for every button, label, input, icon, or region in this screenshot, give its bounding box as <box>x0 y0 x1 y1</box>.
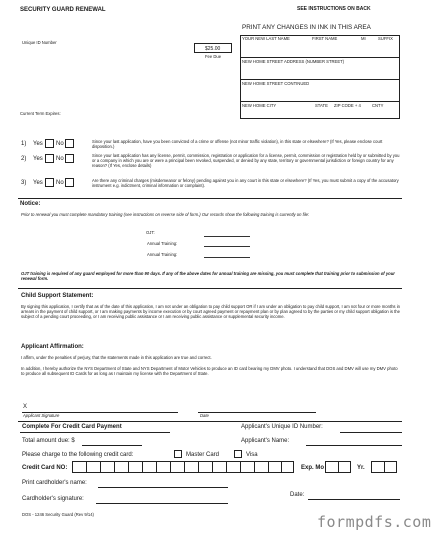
print-changes-heading: PRINT ANY CHANGES IN INK IN THIS AREA <box>242 24 371 31</box>
city-label: NEW HOME CITY <box>242 103 277 108</box>
total-due-label: Total amount due: $ <box>22 438 75 444</box>
mastercard-checkbox[interactable] <box>174 450 182 458</box>
annual-training-2-line <box>204 257 250 258</box>
cardholder-signature-label: Cardholder's signature: <box>22 496 84 502</box>
signature-x-mark: X <box>23 404 28 410</box>
notice-intro: Prior to renewal you must complete mandatory training (see instructions on reverse side of form.) Our records show the following training is currently on file: <box>21 212 310 217</box>
signature-date-label: Date <box>200 413 209 418</box>
applicant-name-label: Applicant's Name: <box>241 438 290 444</box>
street-cont-label: NEW HOME STREET CONTINUED <box>242 81 310 86</box>
exp-month-field[interactable] <box>325 461 351 473</box>
question-2-no-checkbox[interactable] <box>65 154 74 163</box>
question-1-text: Since your last application, have you been convicted of a crime or offense (not minor traffic violation), in this state or elsewhere? (If Yes, please enclose court disposition.) <box>92 139 383 150</box>
affirmation-text-2: In addition, I hereby authorize the NYS Department of State and NYS Department of Motor Vehicles to produce an ID card bearing my DMV photo. I understand that DOS and DMV will use my DMV photo to produce all subsequent ID Cards for as long as I maintain my license with the Department of State. <box>21 366 398 377</box>
exp-year-label: Yr. <box>357 465 365 471</box>
fee-amount: $25.00 <box>205 45 221 52</box>
applicant-id-field[interactable] <box>340 423 402 432</box>
question-3-text: Are there any criminal charges (misdemeanor or felony) pending against you in any court in this state or elsewhere? (If Yes, you must submit a copy of the accusatory instrument e.g. indictment, criminal information or complaint). <box>92 178 399 189</box>
new-street-field[interactable] <box>241 65 399 77</box>
question-3-no-checkbox[interactable] <box>65 178 74 187</box>
current-term-label: Current Term Expires: <box>20 111 61 116</box>
notice-heading: Notice: <box>20 201 41 207</box>
fee-box <box>194 43 232 53</box>
annual-training-1-line <box>204 246 250 247</box>
annual-training-label-2: Annual Training: <box>147 252 178 257</box>
form-code: DOS - 1246 Security Guard (Rev 9/14) <box>22 512 94 517</box>
instructions-note: SEE INSTRUCTIONS ON BACK <box>297 6 371 12</box>
credit-card-number-field[interactable] <box>72 461 294 473</box>
county-label: CNTY <box>372 103 384 108</box>
credit-card-number-label: Credit Card NO: <box>22 465 68 471</box>
child-support-text: By signing this application, I certify that as of the date of this application, I am not under an obligation to pay child support OR if I am under an obligation to pay child support, I am not four or more months in arrears in the payment of child support, or I am making payments by income execution or by court agreed payment or repayment plan or by plan agreed to by the parties or my child support obligation is the subject of a pending court proceeding, or I am receiving public assistance or I am receiving public assistance or supplemental security income. <box>21 304 400 320</box>
question-2-text: Since your last application has any license, permit, commission, registration or application for a license, permit, commission or registration held by or submitted by you or a company in which you are or were a principal been revoked, suspended, or denied by any state, territory or governmental jurisdiction or foreign country for any reason? (If Yes, enclose details) <box>92 153 400 169</box>
state-label: STATE <box>315 103 328 108</box>
watermark: formpdfs.com <box>317 513 431 531</box>
notice-footer: OJT training is required of any guard employed for more than 90 days. If any of the above dates for annual training are missing, you must complete that training prior to submission of your renewal form. <box>21 271 395 282</box>
visa-checkbox[interactable] <box>234 450 242 458</box>
affirmation-heading: Applicant Affirmation: <box>21 344 84 350</box>
question-2-yes-label: Yes <box>33 156 43 162</box>
question-2-no-label: No <box>56 156 64 162</box>
affirmation-text-1: I affirm, under the penalties of perjury, that the statements made in this application are true and correct. <box>21 355 212 360</box>
question-3-no-label: No <box>56 180 64 186</box>
new-name-field[interactable] <box>241 42 399 55</box>
signature-date-field[interactable] <box>200 402 310 412</box>
exp-year-field[interactable] <box>371 461 397 473</box>
question-1-no-checkbox[interactable] <box>65 139 74 148</box>
child-support-heading: Child Support Statement: <box>21 293 94 299</box>
charge-card-label: Please charge to the following credit card: <box>22 452 134 458</box>
first-name-label: FIRST NAME <box>312 36 338 41</box>
suffix-label: SUFFIX <box>378 36 393 41</box>
question-1-yes-label: Yes <box>33 141 43 147</box>
question-1-no-label: No <box>56 141 64 147</box>
cardholder-name-label: Print cardholder's name: <box>22 480 87 486</box>
question-2-yes-checkbox[interactable] <box>45 154 54 163</box>
exp-month-label: Exp. Mo <box>301 465 325 471</box>
new-street-cont-field[interactable] <box>241 87 399 99</box>
ojt-date-line <box>204 236 250 237</box>
applicant-id-label: Applicant's Unique ID Number: <box>241 424 323 430</box>
question-2-number: 2) <box>21 156 27 162</box>
mi-label: MI <box>361 36 366 41</box>
payment-date-label: Date: <box>290 492 305 498</box>
annual-training-label-1: Annual Training: <box>147 241 178 246</box>
form-title: SECURITY GUARD RENEWAL <box>20 7 106 13</box>
last-name-label: YOUR NEW LAST NAME <box>242 36 290 41</box>
applicant-signature-field[interactable] <box>30 402 170 412</box>
payment-title: Complete For Credit Card Payment <box>22 424 122 430</box>
zip-label: ZIP CODE + 4 <box>334 103 361 108</box>
mastercard-label: Master Card <box>186 452 220 458</box>
visa-label: Visa <box>246 452 258 458</box>
question-3-yes-checkbox[interactable] <box>45 178 54 187</box>
question-1-yes-checkbox[interactable] <box>45 139 54 148</box>
applicant-signature-label: Applicant Signature <box>23 413 60 418</box>
question-3-yes-label: Yes <box>33 180 43 186</box>
fee-label: Fee Due <box>205 54 222 59</box>
new-city-field[interactable] <box>241 108 399 118</box>
street-label: NEW HOME STREET ADDRESS (NUMBER STREET) <box>242 59 345 64</box>
question-1-number: 1) <box>21 141 27 147</box>
ojt-label: OJT: <box>146 230 155 235</box>
question-3-number: 3) <box>21 180 27 186</box>
unique-id-label: Unique ID Number <box>22 40 57 45</box>
